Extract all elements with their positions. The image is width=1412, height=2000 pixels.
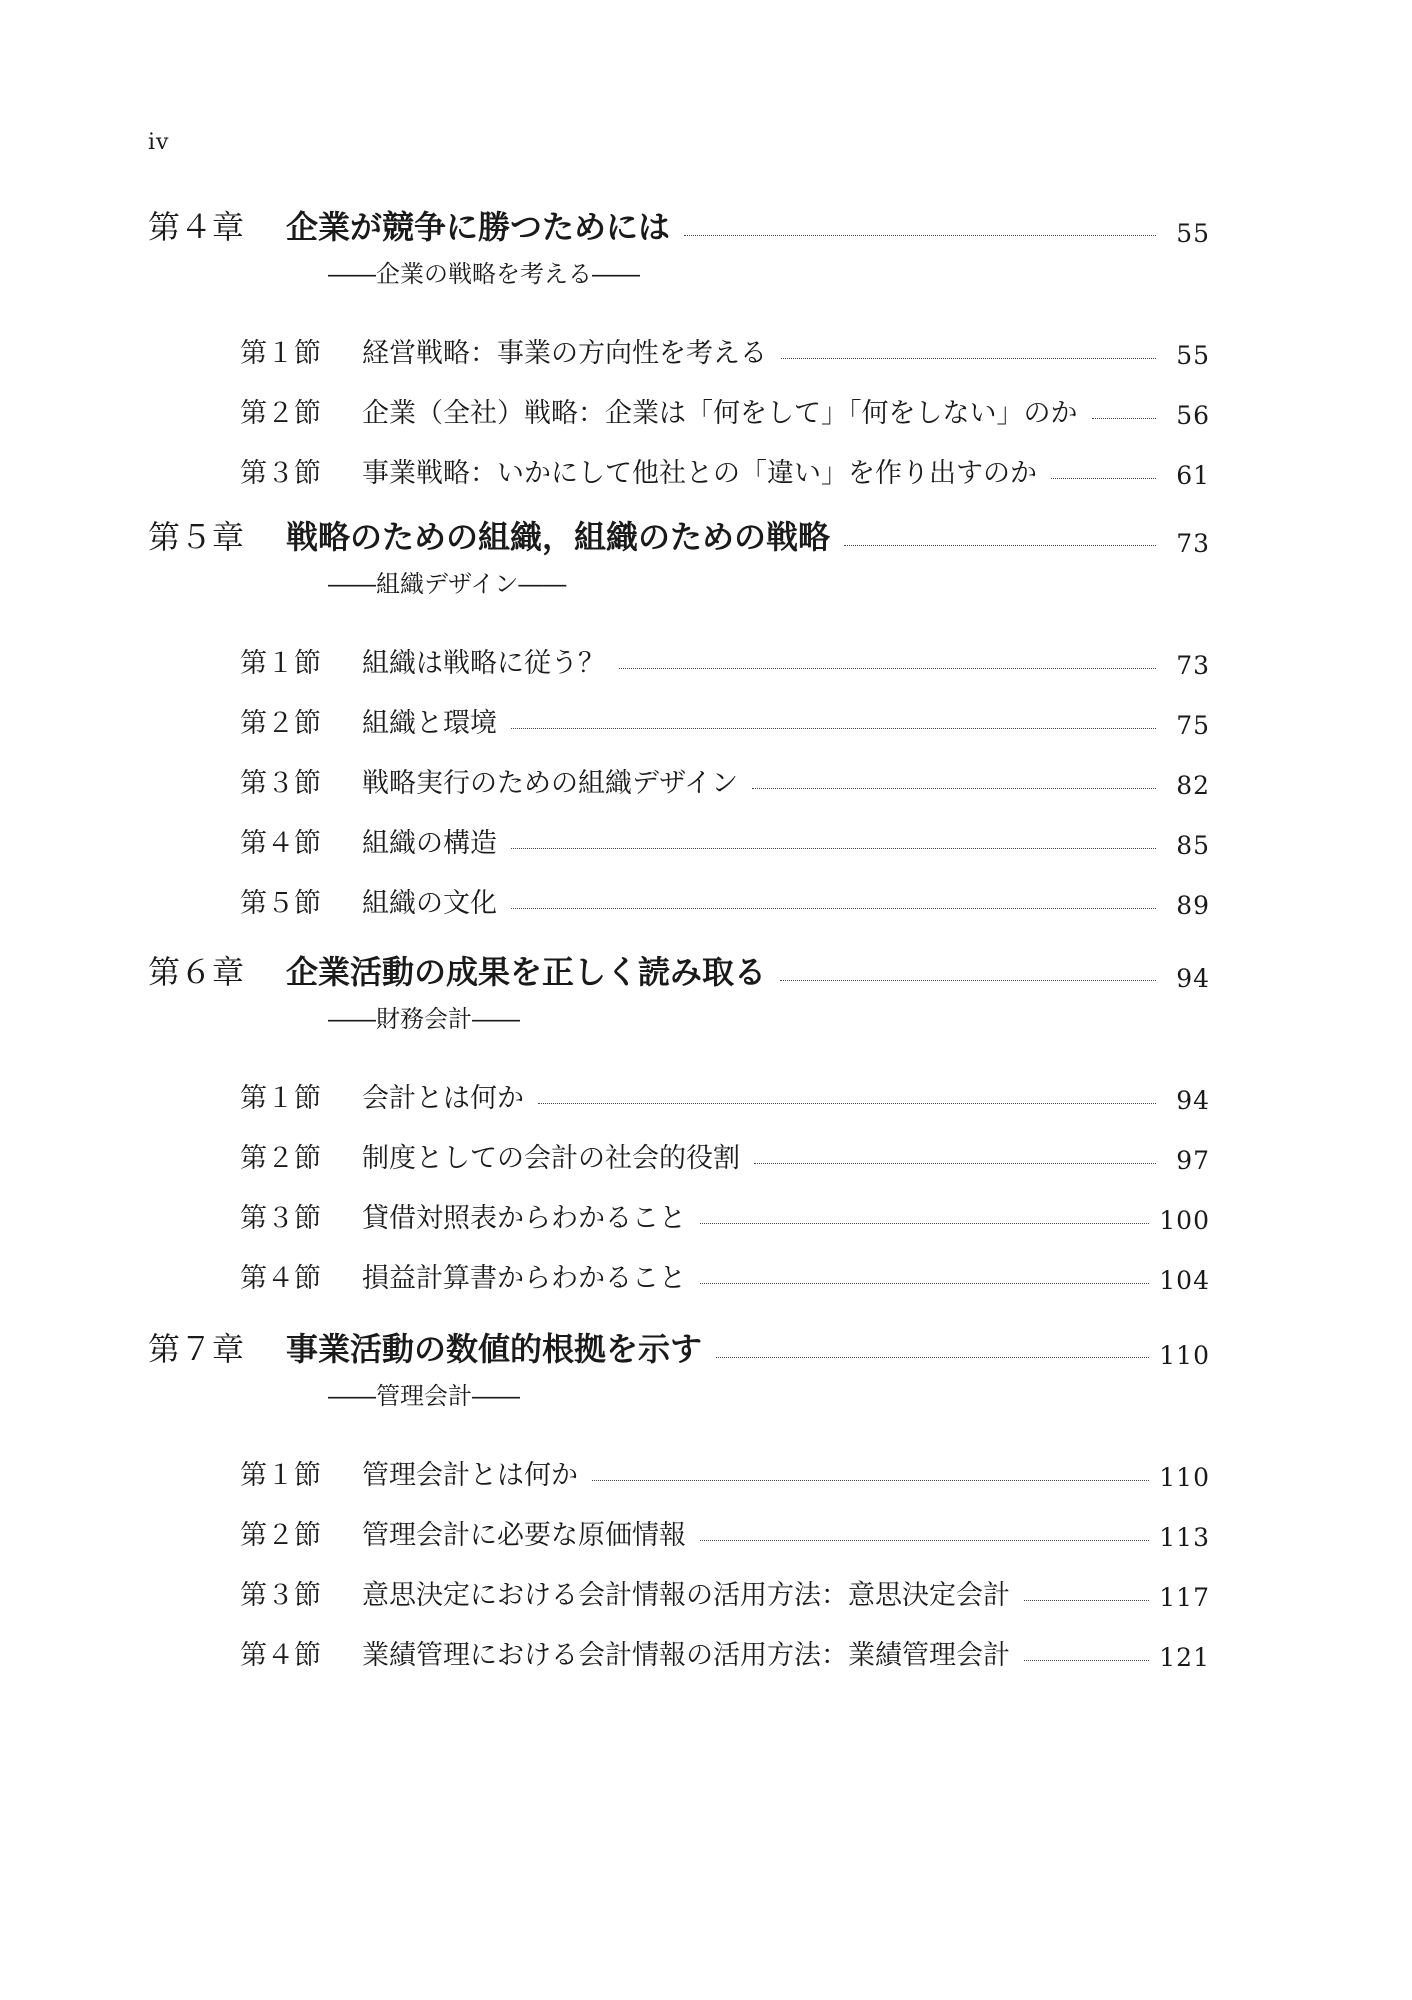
section-number: 第２節 (240, 1520, 321, 1551)
section-number: 第１節 (240, 338, 321, 369)
section-page-ref: 55 (1176, 341, 1210, 370)
section-title: 経営戦略：事業の方向性を考える (362, 338, 767, 369)
section-page-ref: 100 (1159, 1206, 1210, 1235)
chapter-7 (148, 1322, 1210, 1672)
section-entry[interactable] (148, 430, 1210, 490)
dot-leader (700, 1223, 1149, 1224)
section-number: 第３節 (240, 1203, 321, 1234)
chapter-subtitle: ――組織デザイン―― (328, 570, 567, 598)
section-title: 事業戦略：いかにして他社との「違い」を作り出すのか (362, 458, 1037, 489)
section-page-ref: 121 (1159, 1643, 1210, 1672)
section-number: 第５節 (240, 888, 321, 919)
chapter-heading[interactable] (148, 1322, 1210, 1370)
section-number: 第１節 (240, 1460, 321, 1491)
section-page-ref: 89 (1176, 891, 1210, 920)
section-number: 第１節 (240, 648, 321, 679)
section-title: 組織の文化 (362, 888, 497, 919)
dot-leader (538, 1103, 1156, 1104)
section-page-ref: 117 (1159, 1583, 1210, 1612)
section-entry[interactable] (148, 1115, 1210, 1175)
section-page-ref: 82 (1176, 771, 1210, 800)
dot-leader (844, 545, 1156, 546)
section-number: 第３節 (240, 1580, 321, 1611)
chapter-heading[interactable] (148, 945, 1210, 993)
section-number: 第２節 (240, 1143, 321, 1174)
section-title: 損益計算書からわかること (362, 1263, 686, 1294)
chapter-title: 戦略のための組織，組織のための戦略 (286, 518, 831, 556)
chapter-page-ref: 110 (1159, 1341, 1210, 1370)
chapter-title: 企業が競争に勝つためには (286, 208, 671, 246)
section-entry[interactable] (148, 1235, 1210, 1295)
section-page-ref: 104 (1159, 1266, 1210, 1295)
chapter-6 (148, 945, 1210, 1295)
section-page-ref: 75 (1176, 711, 1210, 740)
section-entry[interactable] (148, 1492, 1210, 1552)
chapter-number: 第６章 (148, 953, 245, 991)
page-number: iv (148, 130, 170, 155)
section-page-ref: 97 (1176, 1146, 1210, 1175)
chapter-page-ref: 55 (1176, 219, 1210, 248)
section-number: 第４節 (240, 828, 321, 859)
section-entry[interactable] (148, 680, 1210, 740)
dot-leader (1024, 1660, 1149, 1661)
dot-leader (511, 728, 1156, 729)
section-title: 貸借対照表からわかること (362, 1203, 686, 1234)
section-number: 第４節 (240, 1640, 321, 1671)
section-page-ref: 94 (1176, 1086, 1210, 1115)
section-title: 戦略実行のための組織デザイン (362, 768, 739, 799)
dot-leader (1024, 1600, 1149, 1601)
dot-leader (1051, 478, 1156, 479)
chapter-subtitle: ――企業の戦略を考える―― (328, 260, 640, 288)
section-title: 管理会計とは何か (362, 1460, 578, 1491)
dot-leader (700, 1540, 1149, 1541)
section-title: 制度としての会計の社会的役割 (362, 1143, 740, 1174)
section-entry[interactable] (148, 1612, 1210, 1672)
section-page-ref: 85 (1176, 831, 1210, 860)
chapter-title: 企業活動の成果を正しく読み取る (286, 953, 767, 991)
dot-leader (619, 668, 1156, 669)
chapter-page-ref: 73 (1176, 529, 1210, 558)
section-entry[interactable] (148, 370, 1210, 430)
dot-leader (752, 788, 1156, 789)
dot-leader (716, 1357, 1149, 1358)
section-page-ref: 73 (1176, 651, 1210, 680)
dot-leader (781, 358, 1156, 359)
section-entry[interactable] (148, 620, 1210, 680)
section-title: 組織は戦略に従う？ (362, 648, 605, 679)
section-page-ref: 113 (1159, 1523, 1210, 1552)
section-title: 業績管理における会計情報の活用方法：業績管理会計 (362, 1640, 1010, 1671)
section-page-ref: 61 (1176, 461, 1210, 490)
section-title: 管理会計に必要な原価情報 (362, 1520, 686, 1551)
section-number: 第２節 (240, 398, 321, 429)
section-number: 第３節 (240, 458, 321, 489)
section-entry[interactable] (148, 860, 1210, 920)
dot-leader (684, 235, 1156, 236)
chapter-number: 第４章 (148, 208, 245, 246)
section-list (148, 1432, 1210, 1672)
dot-leader (592, 1480, 1149, 1481)
chapter-heading[interactable] (148, 200, 1210, 248)
chapter-subtitle: ――管理会計―― (328, 1382, 520, 1410)
section-entry[interactable] (148, 1552, 1210, 1612)
dot-leader (1092, 418, 1157, 419)
chapter-5 (148, 510, 1210, 920)
chapter-number: 第７章 (148, 1330, 245, 1368)
dot-leader (700, 1283, 1149, 1284)
section-number: 第３節 (240, 768, 321, 799)
chapter-subtitle: ――財務会計―― (328, 1005, 520, 1033)
section-number: 第１節 (240, 1083, 321, 1114)
section-title: 企業（全社）戦略：企業は「何をして」「何をしない」のか (362, 398, 1078, 429)
dot-leader (511, 908, 1156, 909)
chapter-title: 事業活動の数値的根拠を示す (286, 1330, 703, 1368)
chapter-page-ref: 94 (1176, 964, 1210, 993)
section-page-ref: 56 (1176, 401, 1210, 430)
chapter-4 (148, 200, 1210, 490)
section-entry[interactable] (148, 1175, 1210, 1235)
section-number: 第４節 (240, 1263, 321, 1294)
section-list (148, 1055, 1210, 1295)
section-entry[interactable] (148, 310, 1210, 370)
section-title: 組織と環境 (362, 708, 497, 739)
dot-leader (511, 848, 1156, 849)
section-entry[interactable] (148, 800, 1210, 860)
chapter-number: 第５章 (148, 518, 245, 556)
chapter-heading[interactable] (148, 510, 1210, 558)
section-title: 組織の構造 (362, 828, 497, 859)
section-title: 意思決定における会計情報の活用方法：意思決定会計 (362, 1580, 1010, 1611)
section-entry[interactable] (148, 1432, 1210, 1492)
section-entry[interactable] (148, 1055, 1210, 1115)
section-list (148, 310, 1210, 490)
section-title: 会計とは何か (362, 1083, 524, 1114)
section-list (148, 620, 1210, 920)
dot-leader (754, 1163, 1156, 1164)
section-page-ref: 110 (1159, 1463, 1210, 1492)
section-entry[interactable] (148, 740, 1210, 800)
section-number: 第２節 (240, 708, 321, 739)
dot-leader (780, 980, 1156, 981)
